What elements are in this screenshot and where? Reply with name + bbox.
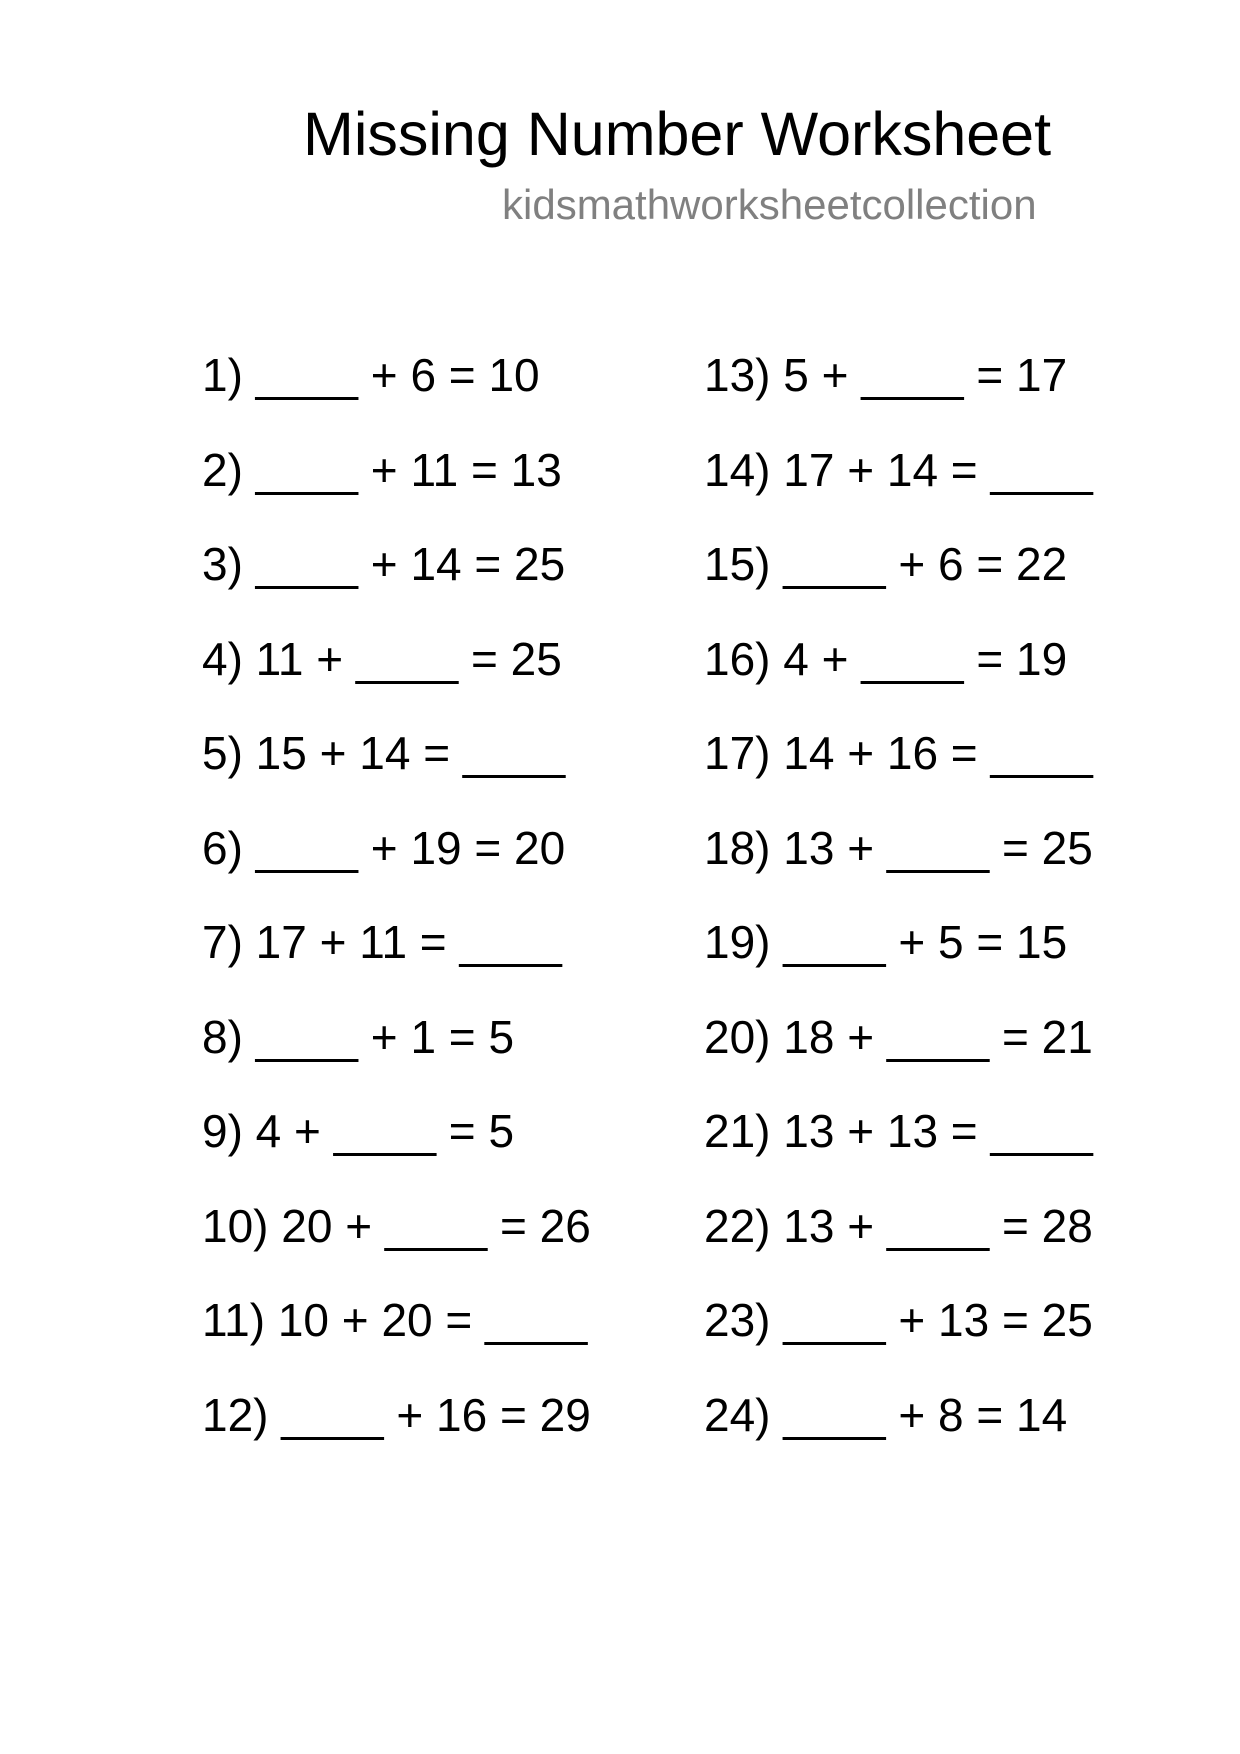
- problem-15: 15) ____ + 6 = 22: [704, 538, 1068, 590]
- problem-12: 12) ____ + 16 = 29: [202, 1388, 591, 1441]
- problem-9: 9) 4 + ____ = 5: [202, 1105, 515, 1157]
- problem-23: 23) ____ + 13 = 25: [704, 1294, 1093, 1346]
- problem-19: 19) ____ + 5 = 15: [704, 916, 1068, 968]
- problem-13: 13) 5 + ____ = 17: [704, 349, 1068, 401]
- problem-18: 18) 13 + ____ = 25: [704, 821, 1093, 874]
- problem-14: 14) 17 + 14 = ____: [704, 443, 1093, 496]
- problem-4: 4) 11 + ____ = 25: [202, 632, 562, 685]
- problem-22: 22) 13 + ____ = 28: [704, 1199, 1093, 1252]
- problem-7: 7) 17 + 11 = ____: [202, 916, 562, 968]
- problem-5: 5) 15 + 14 = ____: [202, 727, 566, 779]
- problem-10: 10) 20 + ____ = 26: [202, 1199, 591, 1252]
- problem-6: 6) ____ + 19 = 20: [202, 821, 566, 874]
- problem-3: 3) ____ + 14 = 25: [202, 538, 566, 590]
- problem-11: 11) 10 + 20 = ____: [202, 1294, 588, 1346]
- problem-8: 8) ____ + 1 = 5: [202, 1010, 515, 1063]
- problem-16: 16) 4 + ____ = 19: [704, 632, 1068, 685]
- problem-24: 24) ____ + 8 = 14: [704, 1388, 1068, 1441]
- worksheet-subtitle: kidsmathworksheetcollection: [502, 181, 1037, 228]
- problem-20: 20) 18 + ____ = 21: [704, 1010, 1093, 1063]
- worksheet-title: Missing Number Worksheet: [303, 100, 1052, 168]
- problem-21: 21) 13 + 13 = ____: [704, 1105, 1093, 1157]
- problem-2: 2) ____ + 11 = 13: [202, 443, 562, 496]
- problem-1: 1) ____ + 6 = 10: [202, 349, 540, 401]
- problem-17: 17) 14 + 16 = ____: [704, 727, 1093, 779]
